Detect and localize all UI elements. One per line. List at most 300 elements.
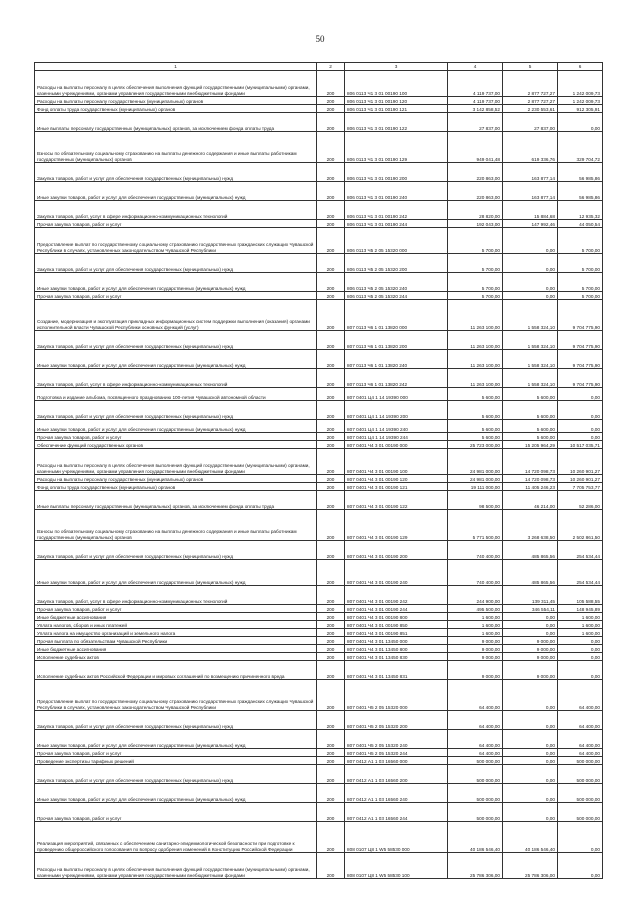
table-row xyxy=(35,653,603,661)
table-row xyxy=(35,201,603,220)
row-executed-amount: 9 000,00 xyxy=(503,645,558,653)
row-approved-amount: 220 863,00 xyxy=(448,163,503,182)
row-description: Закупка товаров, работ и услуг для обеспечения государственных (муниципальных) нужд xyxy=(35,254,317,273)
row-budget-code: 807 0401 Ч4 3 01 00190 120 xyxy=(345,475,448,483)
row-approved-amount: 64 400,00 xyxy=(448,711,503,730)
row-approved-amount: 11 263 100,00 xyxy=(448,369,503,388)
row-budget-code: 806 0113 Ч1 3 01 00190 200 xyxy=(345,163,448,182)
table-row xyxy=(35,605,603,613)
row-description: Закупка товаров, работ, услуг в сфере информационно-коммуникационных технологий xyxy=(35,369,317,388)
table-row xyxy=(35,680,603,711)
table-row xyxy=(35,765,603,784)
row-description: Закупка товаров, работ и услуг для обеспечения государственных (муниципальных) нужд xyxy=(35,711,317,730)
row-approved-amount: 244 900,00 xyxy=(448,586,503,605)
row-executed-amount: 9 000,00 xyxy=(503,653,558,661)
row-line-code: 200 xyxy=(317,560,345,586)
row-budget-code: 807 0401 Ч5 2 05 15320 240 xyxy=(345,730,448,749)
row-budget-code: 807 0401 Ч4 3 01 13450 800 xyxy=(345,645,448,653)
header-cell: 3 xyxy=(345,63,448,71)
row-budget-code: 806 0113 Ч1 3 01 00190 120 xyxy=(345,97,448,105)
row-line-code: 200 xyxy=(317,757,345,765)
row-approved-amount: 3 142 858,52 xyxy=(448,105,503,113)
row-remaining-amount: 12 935,32 xyxy=(558,201,603,220)
row-approved-amount: 64 400,00 xyxy=(448,730,503,749)
row-approved-amount: 9 000,00 xyxy=(448,653,503,661)
row-remaining-amount: 9 704 775,90 xyxy=(558,350,603,369)
row-description: Предоставление выплат по государственному социальному страхованию государственных гражданских служащих Чувашской Республики в случаях, установленных законодательством Чувашской Республики xyxy=(35,680,317,711)
row-executed-amount: 0,00 xyxy=(503,765,558,784)
row-remaining-amount: 0,00 xyxy=(558,420,603,433)
table-row xyxy=(35,273,603,292)
row-description: Прочая закупка товаров, работ и услуг xyxy=(35,803,317,822)
table-row xyxy=(35,483,603,491)
row-executed-amount: 0,00 xyxy=(503,803,558,822)
header-cell: 5 xyxy=(503,63,558,71)
row-description: Предоставление выплат по государственному социальному страхованию государственных гражданских служащих Чувашской Республики в случаях, установленных законодательством Чувашской Республики xyxy=(35,228,317,254)
table-row xyxy=(35,711,603,730)
row-executed-amount: 147 992,46 xyxy=(503,220,558,228)
table-row xyxy=(35,331,603,350)
row-remaining-amount: 7 705 753,77 xyxy=(558,483,603,491)
row-remaining-amount: 500 000,00 xyxy=(558,757,603,765)
row-budget-code: 807 0401 Ц4 1 14 19390 200 xyxy=(345,401,448,420)
row-budget-code: 807 0401 Ч4 3 01 00190 122 xyxy=(345,491,448,510)
row-description: Иные закупки товаров, работ и услуг для обеспечения государственных (муниципальных) нужд xyxy=(35,182,317,201)
row-description: Прочая закупка товаров, работ и услуг xyxy=(35,220,317,228)
table-row xyxy=(35,113,603,132)
row-line-code: 200 xyxy=(317,629,345,637)
row-budget-code: 807 0401 Ц4 1 14 19390 240 xyxy=(345,420,448,433)
row-remaining-amount: 500 000,00 xyxy=(558,765,603,784)
row-approved-amount: 11 263 100,00 xyxy=(448,350,503,369)
row-budget-code: 807 0412 А1 1 03 16560 200 xyxy=(345,765,448,784)
row-line-code: 200 xyxy=(317,182,345,201)
table-row xyxy=(35,784,603,803)
row-budget-code: 807 0412 А1 1 03 16560 240 xyxy=(345,784,448,803)
row-remaining-amount: 52 286,00 xyxy=(558,491,603,510)
row-executed-amount: 0,00 xyxy=(503,749,558,757)
row-line-code: 200 xyxy=(317,637,345,645)
table-row xyxy=(35,228,603,254)
table-row xyxy=(35,586,603,605)
row-approved-amount: 5 700,00 xyxy=(448,273,503,292)
row-description: Закупка товаров, работ и услуг для обеспечения государственных (муниципальных) нужд xyxy=(35,163,317,182)
table-row xyxy=(35,637,603,645)
row-executed-amount: 0,00 xyxy=(503,730,558,749)
table-row xyxy=(35,730,603,749)
row-remaining-amount: 0,00 xyxy=(558,653,603,661)
row-description: Проведение экспертизы тарифных решений xyxy=(35,757,317,765)
row-line-code: 200 xyxy=(317,483,345,491)
header-cell: 4 xyxy=(448,63,503,71)
row-remaining-amount: 254 534,44 xyxy=(558,560,603,586)
table-row xyxy=(35,97,603,105)
row-approved-amount: 24 981 000,00 xyxy=(448,449,503,475)
row-executed-amount: 0,00 xyxy=(503,228,558,254)
row-approved-amount: 98 500,00 xyxy=(448,491,503,510)
row-line-code: 200 xyxy=(317,420,345,433)
row-executed-amount: 46 214,00 xyxy=(503,491,558,510)
row-executed-amount: 0,00 xyxy=(503,613,558,621)
row-remaining-amount: 5 700,00 xyxy=(558,254,603,273)
row-description: Закупка товаров, работ и услуг для обеспечения государственных (муниципальных) нужд xyxy=(35,331,317,350)
row-remaining-amount: 254 534,44 xyxy=(558,541,603,560)
row-remaining-amount: 9 704 775,90 xyxy=(558,369,603,388)
row-line-code: 200 xyxy=(317,586,345,605)
row-description: Фонд оплаты труда государственных (муниципальных) органов xyxy=(35,105,317,113)
row-executed-amount: 15 205 964,29 xyxy=(503,441,558,449)
row-executed-amount: 0,00 xyxy=(503,629,558,637)
row-line-code: 200 xyxy=(317,711,345,730)
table-row xyxy=(35,369,603,388)
row-approved-amount: 4 119 737,00 xyxy=(448,71,503,97)
row-line-code: 200 xyxy=(317,645,345,653)
table-row xyxy=(35,475,603,483)
page-number: 50 xyxy=(315,34,325,44)
row-budget-code: 807 0401 Ч4 3 01 13450 830 xyxy=(345,653,448,661)
row-executed-amount: 5 600,00 xyxy=(503,420,558,433)
row-approved-amount: 19 111 000,00 xyxy=(448,483,503,491)
row-approved-amount: 5 600,00 xyxy=(448,388,503,401)
row-budget-code: 807 0401 Ч4 3 01 00190 851 xyxy=(345,629,448,637)
row-description: Обеспечение функций государственных органов xyxy=(35,441,317,449)
table-row xyxy=(35,645,603,653)
row-description: Закупка товаров, работ, услуг в сфере информационно-коммуникационных технологий xyxy=(35,201,317,220)
row-executed-amount: 14 720 098,73 xyxy=(503,475,558,483)
table-row xyxy=(35,629,603,637)
row-executed-amount: 163 877,14 xyxy=(503,182,558,201)
row-line-code: 200 xyxy=(317,822,345,853)
row-description: Исполнение судебных актов Российской Федерации и мировых соглашений по возмещению причиненного вреда xyxy=(35,661,317,680)
row-line-code: 200 xyxy=(317,621,345,629)
row-line-code: 200 xyxy=(317,369,345,388)
row-line-code: 200 xyxy=(317,653,345,661)
row-remaining-amount: 912 305,91 xyxy=(558,105,603,113)
row-executed-amount: 0,00 xyxy=(503,292,558,300)
row-approved-amount: 24 981 000,00 xyxy=(448,475,503,483)
row-remaining-amount: 0,00 xyxy=(558,401,603,420)
table-header-row xyxy=(35,63,603,71)
header-cell: 6 xyxy=(558,63,603,71)
row-approved-amount: 64 400,00 xyxy=(448,749,503,757)
row-line-code: 200 xyxy=(317,510,345,541)
row-approved-amount: 5 700,00 xyxy=(448,254,503,273)
row-executed-amount: 2 877 727,27 xyxy=(503,71,558,97)
row-executed-amount: 11 405 246,23 xyxy=(503,483,558,491)
table-row xyxy=(35,163,603,182)
row-budget-code: 808 0107 Ц8 1 W5 58530 000 xyxy=(345,822,448,853)
table-row xyxy=(35,401,603,420)
header-cell: 2 xyxy=(317,63,345,71)
row-approved-amount: 25 786 306,00 xyxy=(448,853,503,879)
table-row xyxy=(35,220,603,228)
row-executed-amount: 0,00 xyxy=(503,711,558,730)
row-executed-amount: 1 558 324,10 xyxy=(503,369,558,388)
row-executed-amount: 619 336,76 xyxy=(503,132,558,163)
row-budget-code: 807 0412 А1 1 03 16560 244 xyxy=(345,803,448,822)
row-executed-amount: 1 558 324,10 xyxy=(503,300,558,331)
table-row xyxy=(35,182,603,201)
row-approved-amount: 4 119 737,00 xyxy=(448,97,503,105)
row-budget-code: 806 0113 Ч1 3 01 00190 240 xyxy=(345,182,448,201)
row-budget-code: 807 0401 Ч4 3 01 00190 200 xyxy=(345,541,448,560)
row-line-code: 200 xyxy=(317,132,345,163)
row-approved-amount: 949 041,48 xyxy=(448,132,503,163)
row-line-code: 200 xyxy=(317,449,345,475)
row-executed-amount: 1 558 324,10 xyxy=(503,350,558,369)
row-approved-amount: 28 820,00 xyxy=(448,201,503,220)
row-description: Иные бюджетные ассигнования xyxy=(35,645,317,653)
row-line-code: 200 xyxy=(317,105,345,113)
row-line-code: 200 xyxy=(317,292,345,300)
row-approved-amount: 192 043,00 xyxy=(448,220,503,228)
row-approved-amount: 500 000,00 xyxy=(448,757,503,765)
table-row xyxy=(35,441,603,449)
row-approved-amount: 220 863,00 xyxy=(448,182,503,201)
row-executed-amount: 14 720 098,73 xyxy=(503,449,558,475)
row-line-code: 200 xyxy=(317,388,345,401)
row-budget-code: 806 0113 Ч1 3 01 00190 242 xyxy=(345,201,448,220)
row-line-code: 200 xyxy=(317,661,345,680)
row-approved-amount: 40 186 546,40 xyxy=(448,822,503,853)
row-remaining-amount: 0,00 xyxy=(558,113,603,132)
report-table xyxy=(34,62,603,879)
row-budget-code: 806 0113 Ч1 3 01 00190 121 xyxy=(345,105,448,113)
row-budget-code: 807 0401 Ч4 3 01 00190 000 xyxy=(345,441,448,449)
row-line-code: 200 xyxy=(317,273,345,292)
row-budget-code: 807 0401 Ч5 2 05 15320 200 xyxy=(345,711,448,730)
row-budget-code: 807 0113 Ч6 1 01 13820 000 xyxy=(345,300,448,331)
row-approved-amount: 9 000,00 xyxy=(448,645,503,653)
row-line-code: 200 xyxy=(317,613,345,621)
row-approved-amount: 27 837,00 xyxy=(448,113,503,132)
row-description: Расходы на выплаты персоналу государственных (муниципальных) органов xyxy=(35,97,317,105)
row-approved-amount: 9 000,00 xyxy=(448,637,503,645)
row-description: Прочая закупка товаров, работ и услуг xyxy=(35,749,317,757)
table-row xyxy=(35,803,603,822)
row-description: Подготовка и издание альбома, посвященного празднованию 100-летия Чувашской автономной области xyxy=(35,388,317,401)
row-executed-amount: 139 311,45 xyxy=(503,586,558,605)
row-budget-code: 807 0401 Ч4 3 01 00190 240 xyxy=(345,560,448,586)
row-budget-code: 807 0412 А1 1 03 16560 000 xyxy=(345,757,448,765)
row-budget-code: 806 0113 Ч1 3 01 00190 122 xyxy=(345,113,448,132)
row-description: Закупка товаров, работ и услуг для обеспечения государственных (муниципальных) нужд xyxy=(35,541,317,560)
row-line-code: 200 xyxy=(317,605,345,613)
row-remaining-amount: 64 400,00 xyxy=(558,749,603,757)
row-approved-amount: 5 600,00 xyxy=(448,420,503,433)
row-remaining-amount: 56 985,86 xyxy=(558,163,603,182)
row-approved-amount: 64 400,00 xyxy=(448,680,503,711)
row-executed-amount: 163 877,14 xyxy=(503,163,558,182)
row-executed-amount: 9 000,00 xyxy=(503,661,558,680)
row-remaining-amount: 0,00 xyxy=(558,853,603,879)
table-row xyxy=(35,853,603,879)
row-budget-code: 807 0401 Ч5 2 05 15320 000 xyxy=(345,680,448,711)
row-remaining-amount: 0,00 xyxy=(558,822,603,853)
row-budget-code: 807 0401 Ч5 2 05 15320 244 xyxy=(345,749,448,757)
row-approved-amount: 5 600,00 xyxy=(448,433,503,441)
table-row xyxy=(35,541,603,560)
row-approved-amount: 740 400,00 xyxy=(448,560,503,586)
row-line-code: 200 xyxy=(317,350,345,369)
row-line-code: 200 xyxy=(317,475,345,483)
row-line-code: 200 xyxy=(317,730,345,749)
row-description: Иные закупки товаров, работ и услуг для обеспечения государственных (муниципальных) нужд xyxy=(35,784,317,803)
row-budget-code: 807 0113 Ч6 1 01 13820 200 xyxy=(345,331,448,350)
row-executed-amount: 485 865,56 xyxy=(503,541,558,560)
row-description: Расходы на выплаты персоналу в целях обеспечения выполнения функций государственными (муниципальными) органами, казенными учреждениями, органами управления государственными внебюджетными фондами xyxy=(35,71,317,97)
table-row xyxy=(35,300,603,331)
row-executed-amount: 346 554,11 xyxy=(503,605,558,613)
row-description: Создание, модернизация и эксплуатация прикладных информационных систем поддержки выполнения (оказания) органами исполнительной власти Чувашской Республики основных функций (услуг) xyxy=(35,300,317,331)
row-remaining-amount: 44 050,54 xyxy=(558,220,603,228)
row-executed-amount: 5 600,00 xyxy=(503,433,558,441)
table-row xyxy=(35,132,603,163)
row-executed-amount: 0,00 xyxy=(503,254,558,273)
row-line-code: 200 xyxy=(317,163,345,182)
row-remaining-amount: 0,00 xyxy=(558,433,603,441)
table-row xyxy=(35,105,603,113)
row-remaining-amount: 2 502 861,50 xyxy=(558,510,603,541)
table-row xyxy=(35,822,603,853)
row-remaining-amount: 500 000,00 xyxy=(558,803,603,822)
table-row xyxy=(35,560,603,586)
row-approved-amount: 1 600,00 xyxy=(448,613,503,621)
row-budget-code: 806 0113 Ч5 2 05 15320 000 xyxy=(345,228,448,254)
row-line-code: 200 xyxy=(317,228,345,254)
row-remaining-amount: 0,00 xyxy=(558,388,603,401)
row-description: Иные закупки товаров, работ и услуг для обеспечения государственных (муниципальных) нужд xyxy=(35,560,317,586)
row-remaining-amount: 500 000,00 xyxy=(558,784,603,803)
row-remaining-amount: 1 600,00 xyxy=(558,621,603,629)
row-budget-code: 807 0401 Ц4 1 14 19390 000 xyxy=(345,388,448,401)
row-approved-amount: 500 000,00 xyxy=(448,765,503,784)
row-executed-amount: 0,00 xyxy=(503,273,558,292)
row-remaining-amount: 5 700,00 xyxy=(558,292,603,300)
row-remaining-amount: 5 700,00 xyxy=(558,228,603,254)
row-approved-amount: 9 000,00 xyxy=(448,661,503,680)
row-remaining-amount: 1 600,00 xyxy=(558,629,603,637)
row-line-code: 200 xyxy=(317,541,345,560)
table-row xyxy=(35,292,603,300)
row-approved-amount: 740 400,00 xyxy=(448,541,503,560)
row-executed-amount: 3 268 638,50 xyxy=(503,510,558,541)
table-row xyxy=(35,757,603,765)
row-line-code: 200 xyxy=(317,97,345,105)
table-row xyxy=(35,621,603,629)
row-executed-amount: 2 877 727,27 xyxy=(503,97,558,105)
row-description: Реализация мероприятий, связанных с обеспечением санитарно-эпидемиологической безопасности при подготовке к проведению общероссийского голосования по вопросу одобрения изменений в Конституцию Российской Федерации xyxy=(35,822,317,853)
row-remaining-amount: 64 400,00 xyxy=(558,711,603,730)
row-line-code: 200 xyxy=(317,803,345,822)
row-line-code: 200 xyxy=(317,331,345,350)
row-remaining-amount: 5 700,00 xyxy=(558,273,603,292)
table-row xyxy=(35,71,603,97)
row-executed-amount: 40 186 546,40 xyxy=(503,822,558,853)
row-line-code: 200 xyxy=(317,784,345,803)
row-remaining-amount: 0,00 xyxy=(558,645,603,653)
row-description: Уплата налогов, сборов и иных платежей xyxy=(35,621,317,629)
row-executed-amount: 5 600,00 xyxy=(503,388,558,401)
row-line-code: 200 xyxy=(317,680,345,711)
row-remaining-amount: 148 945,89 xyxy=(558,605,603,613)
row-budget-code: 808 0107 Ц8 1 W5 58530 100 xyxy=(345,853,448,879)
row-line-code: 200 xyxy=(317,433,345,441)
header-cell: 1 xyxy=(35,63,317,71)
row-remaining-amount: 0,00 xyxy=(558,661,603,680)
row-budget-code: 807 0401 Ч4 3 01 00190 129 xyxy=(345,510,448,541)
row-remaining-amount: 56 985,86 xyxy=(558,182,603,201)
row-approved-amount: 25 723 000,00 xyxy=(448,441,503,449)
row-description: Иные закупки товаров, работ и услуг для обеспечения государственных (муниципальных) нужд xyxy=(35,350,317,369)
row-remaining-amount: 9 704 775,90 xyxy=(558,331,603,350)
row-budget-code: 807 0401 Ч4 3 01 13450 831 xyxy=(345,661,448,680)
row-line-code: 200 xyxy=(317,765,345,784)
row-line-code: 200 xyxy=(317,401,345,420)
row-approved-amount: 11 263 100,00 xyxy=(448,300,503,331)
table-row xyxy=(35,749,603,757)
row-approved-amount: 500 000,00 xyxy=(448,784,503,803)
row-budget-code: 806 0113 Ч1 3 01 00190 129 xyxy=(345,132,448,163)
row-approved-amount: 5 771 500,00 xyxy=(448,510,503,541)
row-remaining-amount: 9 704 775,90 xyxy=(558,300,603,331)
row-executed-amount: 1 558 324,10 xyxy=(503,331,558,350)
row-budget-code: 807 0401 Ч4 3 01 00190 244 xyxy=(345,605,448,613)
row-executed-amount: 485 865,56 xyxy=(503,560,558,586)
row-description: Прочая закупка товаров, работ и услуг xyxy=(35,292,317,300)
row-description: Уплата налога на имущество организаций и земельного налога xyxy=(35,629,317,637)
row-remaining-amount: 64 400,00 xyxy=(558,680,603,711)
row-line-code: 200 xyxy=(317,254,345,273)
row-budget-code: 806 0113 Ч1 3 01 00190 244 xyxy=(345,220,448,228)
row-budget-code: 807 0401 Ч4 3 01 00190 800 xyxy=(345,613,448,621)
row-approved-amount: 495 500,00 xyxy=(448,605,503,613)
row-description: Расходы на выплаты персоналу в целях обеспечения выполнения функций государственными (муниципальными) органами, казенными учреждениями, органами управления государственными внебюджетными фондами xyxy=(35,449,317,475)
row-budget-code: 806 0113 Ч1 3 01 00190 100 xyxy=(345,71,448,97)
table-row xyxy=(35,510,603,541)
row-description: Иные закупки товаров, работ и услуг для обеспечения государственных (муниципальных) нужд xyxy=(35,730,317,749)
row-budget-code: 807 0401 Ц4 1 14 19390 244 xyxy=(345,433,448,441)
row-remaining-amount: 1 242 009,73 xyxy=(558,97,603,105)
row-description: Иные выплаты персоналу государственных (муниципальных) органов, за исключением фонда оплаты труда xyxy=(35,491,317,510)
row-description: Взносы по обязательному социальному страхованию на выплаты денежного содержания и иные выплаты работникам государственных (муниципальных) органов xyxy=(35,132,317,163)
row-remaining-amount: 1 600,00 xyxy=(558,613,603,621)
row-approved-amount: 11 263 100,00 xyxy=(448,331,503,350)
row-budget-code: 807 0401 Ч4 3 01 00190 100 xyxy=(345,449,448,475)
row-approved-amount: 1 600,00 xyxy=(448,621,503,629)
row-description: Закупка товаров, работ и услуг для обеспечения государственных (муниципальных) нужд xyxy=(35,401,317,420)
row-budget-code: 806 0113 Ч5 2 05 15320 240 xyxy=(345,273,448,292)
row-remaining-amount: 10 260 901,27 xyxy=(558,475,603,483)
table-row xyxy=(35,491,603,510)
row-description: Расходы на выплаты персоналу в целях обеспечения выполнения функций государственными (муниципальными) органами, казенными учреждениями, органами управления государственными внебюджетными фондами xyxy=(35,853,317,879)
row-executed-amount: 25 786 306,00 xyxy=(503,853,558,879)
row-line-code: 200 xyxy=(317,749,345,757)
table-row xyxy=(35,254,603,273)
row-line-code: 200 xyxy=(317,491,345,510)
table-row xyxy=(35,433,603,441)
row-description: Расходы на выплаты персоналу государственных (муниципальных) органов xyxy=(35,475,317,483)
row-budget-code: 806 0113 Ч5 2 05 15320 200 xyxy=(345,254,448,273)
row-approved-amount: 500 000,00 xyxy=(448,803,503,822)
row-line-code: 200 xyxy=(317,441,345,449)
table-row xyxy=(35,420,603,433)
row-budget-code: 807 0401 Ч4 3 01 13450 000 xyxy=(345,637,448,645)
row-executed-amount: 0,00 xyxy=(503,621,558,629)
row-remaining-amount: 64 400,00 xyxy=(558,730,603,749)
table-row xyxy=(35,350,603,369)
row-line-code: 200 xyxy=(317,853,345,879)
